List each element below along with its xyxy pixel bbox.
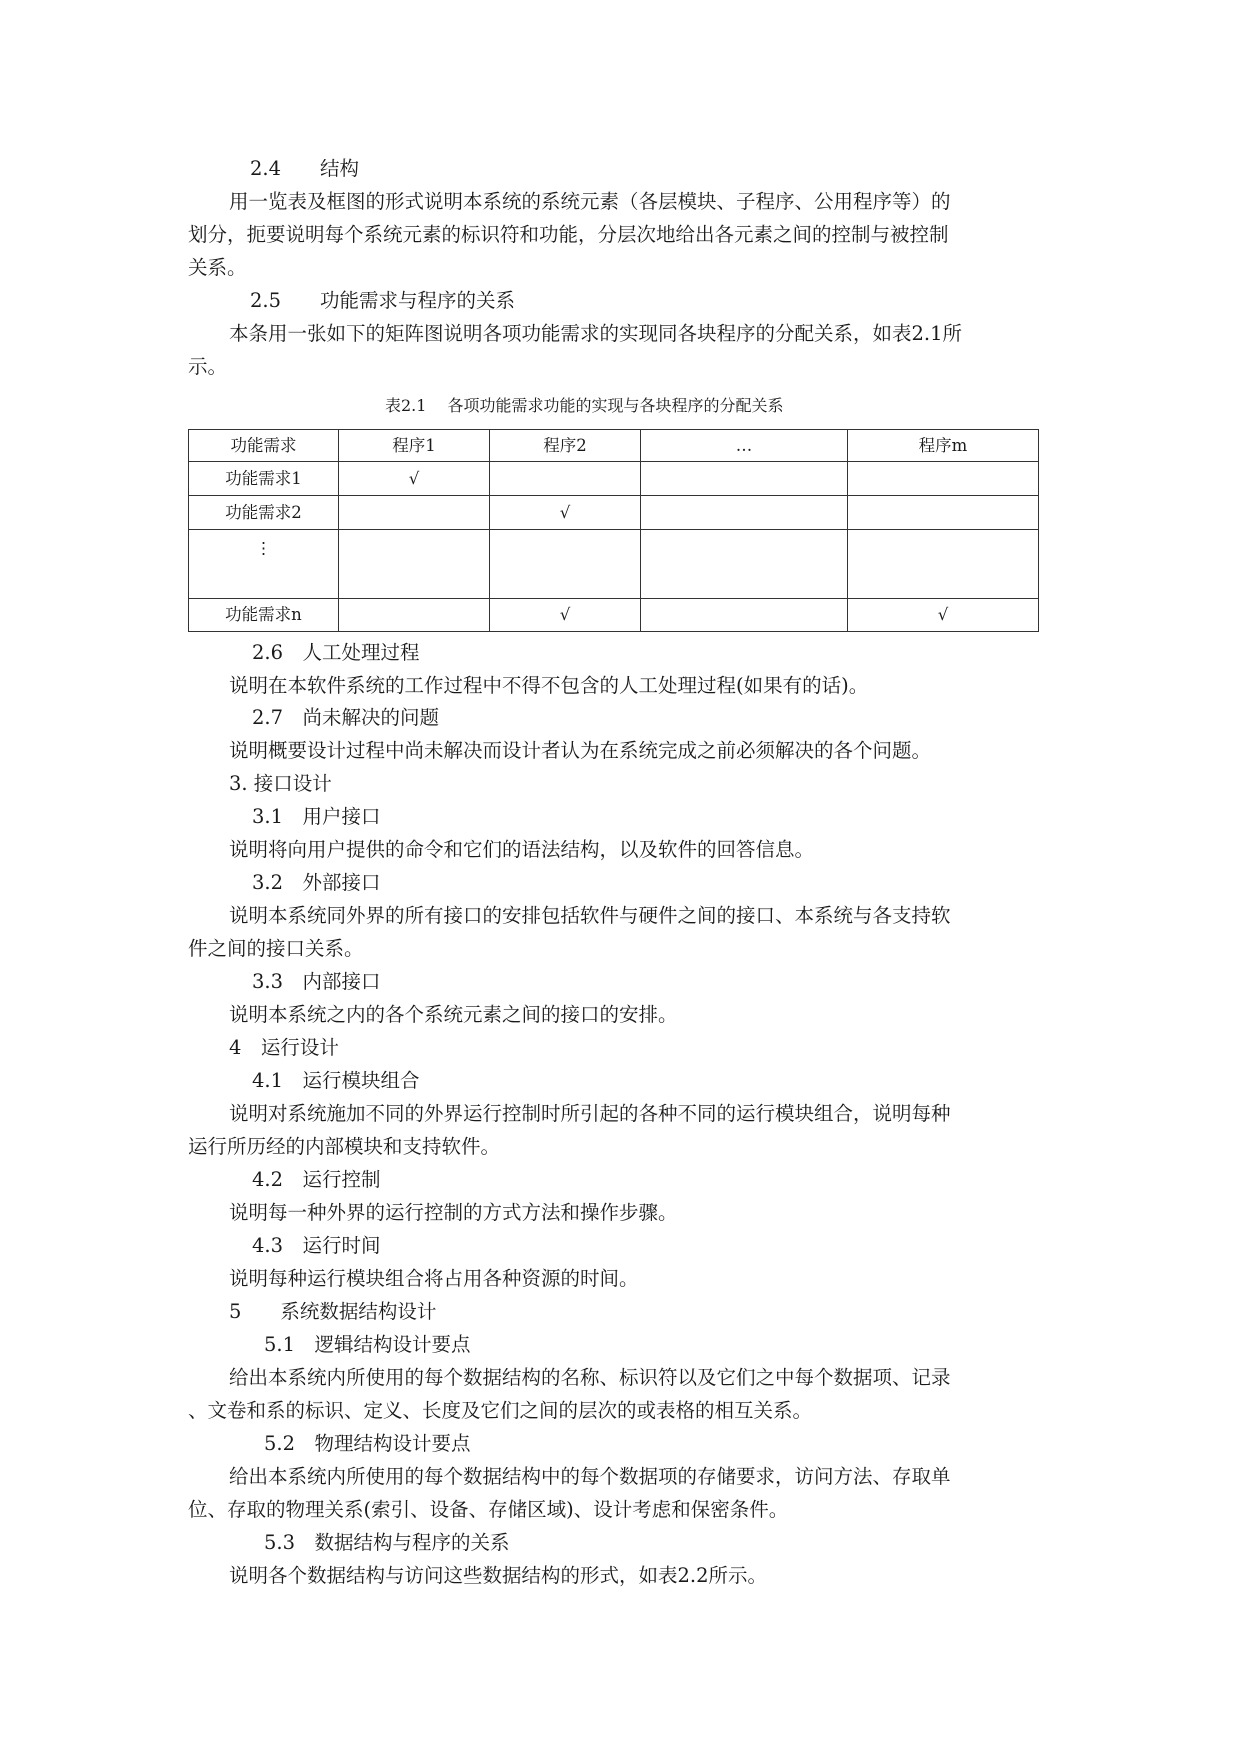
paragraph-line: 说明本系统之内的各个系统元素之间的接口的安排。 bbox=[229, 1003, 678, 1026]
paragraph-line: 、文卷和系的标识、定义、长度及它们之间的层次的或表格的相互关系。 bbox=[188, 1399, 813, 1422]
section-heading-4-2: 4.2 运行控制 bbox=[252, 1168, 381, 1191]
table-cell bbox=[490, 530, 641, 599]
table-cell: 功能需求1 bbox=[189, 462, 339, 496]
paragraph-line: 运行所历经的内部模块和支持软件。 bbox=[188, 1135, 501, 1158]
table-header-cell: 程序2 bbox=[490, 430, 641, 462]
paragraph-line: 说明本系统同外界的所有接口的安排包括软件与硬件之间的接口、本系统与各支持软 bbox=[229, 904, 951, 927]
section-heading-2-7: 2.7 尚未解决的问题 bbox=[252, 706, 440, 729]
table-row bbox=[189, 462, 1039, 496]
section-heading-5-2: 5.2 物理结构设计要点 bbox=[264, 1432, 471, 1455]
section-heading-2-4: 2.4 结构 bbox=[250, 157, 360, 180]
table-cell bbox=[490, 462, 641, 496]
table-header-cell: 程序1 bbox=[339, 430, 490, 462]
paragraph-line: 示。 bbox=[188, 355, 228, 378]
paragraph-line: 说明每一种外界的运行控制的方式方法和操作步骤。 bbox=[229, 1201, 678, 1224]
table-cell bbox=[641, 530, 848, 599]
table-cell bbox=[339, 599, 490, 632]
paragraph-line: 用一览表及框图的形式说明本系统的系统元素（各层模块、子程序、公用程序等）的 bbox=[229, 190, 951, 213]
section-heading-3-3: 3.3 内部接口 bbox=[252, 970, 381, 993]
table-header-row bbox=[189, 430, 1039, 462]
paragraph-line: 说明每种运行模块组合将占用各种资源的时间。 bbox=[229, 1267, 639, 1290]
table-header-cell: 功能需求 bbox=[189, 430, 339, 462]
paragraph-line: 件之间的接口关系。 bbox=[188, 937, 364, 960]
paragraph-line: 关系。 bbox=[188, 256, 247, 279]
paragraph-line: 给出本系统内所使用的每个数据结构中的每个数据项的存储要求，访问方法、存取单 bbox=[229, 1465, 951, 1488]
table-cell bbox=[641, 599, 848, 632]
table-row bbox=[189, 530, 1039, 599]
check-mark: √ bbox=[490, 599, 641, 632]
paragraph-line: 说明对系统施加不同的外界运行控制时所引起的各种不同的运行模块组合，说明每种 bbox=[229, 1102, 951, 1125]
table-cell bbox=[641, 496, 848, 530]
check-mark: √ bbox=[339, 462, 490, 496]
section-heading-4: 4 运行设计 bbox=[229, 1036, 339, 1059]
section-heading-3-2: 3.2 外部接口 bbox=[252, 871, 381, 894]
table-header-cell: … bbox=[641, 430, 848, 462]
table-header-cell: 程序m bbox=[848, 430, 1039, 462]
table-cell bbox=[339, 496, 490, 530]
paragraph-line: 本条用一张如下的矩阵图说明各项功能需求的实现同各块程序的分配关系，如表2.1所 bbox=[229, 322, 963, 345]
section-heading-4-1: 4.1 运行模块组合 bbox=[252, 1069, 420, 1092]
section-heading-5-1: 5.1 逻辑结构设计要点 bbox=[264, 1333, 471, 1356]
paragraph-line: 说明概要设计过程中尚未解决而设计者认为在系统完成之前必须解决的各个问题。 bbox=[229, 739, 932, 762]
table-row bbox=[189, 496, 1039, 530]
section-heading-5: 5 系统数据结构设计 bbox=[229, 1300, 437, 1323]
table-cell bbox=[848, 496, 1039, 530]
section-heading-3: 3. 接口设计 bbox=[229, 772, 332, 795]
section-heading-2-5: 2.5 功能需求与程序的关系 bbox=[250, 289, 516, 312]
table-row bbox=[189, 599, 1039, 632]
paragraph-line: 位、存取的物理关系(索引、设备、存储区域)、设计考虑和保密条件。 bbox=[188, 1498, 789, 1521]
paragraph-line: 说明各个数据结构与访问这些数据结构的形式，如表2.2所示。 bbox=[229, 1564, 768, 1587]
table-caption: 表2.1 各项功能需求功能的实现与各块程序的分配关系 bbox=[385, 396, 784, 415]
table-cell: 功能需求n bbox=[189, 599, 339, 632]
section-heading-4-3: 4.3 运行时间 bbox=[252, 1234, 381, 1257]
vertical-ellipsis-icon: ⋮ bbox=[189, 530, 339, 599]
section-heading-3-1: 3.1 用户接口 bbox=[252, 805, 381, 828]
table-cell bbox=[339, 530, 490, 599]
function-program-matrix-table bbox=[188, 429, 1039, 632]
table-cell bbox=[848, 462, 1039, 496]
table-cell: 功能需求2 bbox=[189, 496, 339, 530]
check-mark: √ bbox=[490, 496, 641, 530]
table-cell bbox=[641, 462, 848, 496]
section-heading-5-3: 5.3 数据结构与程序的关系 bbox=[264, 1531, 510, 1554]
paragraph-line: 说明在本软件系统的工作过程中不得不包含的人工处理过程(如果有的话)。 bbox=[229, 674, 869, 697]
table-cell bbox=[848, 530, 1039, 599]
section-heading-2-6: 2.6 人工处理过程 bbox=[252, 641, 420, 664]
paragraph-line: 说明将向用户提供的命令和它们的语法结构，以及软件的回答信息。 bbox=[229, 838, 815, 861]
paragraph-line: 划分，扼要说明每个系统元素的标识符和功能，分层次地给出各元素之间的控制与被控制 bbox=[188, 223, 949, 246]
paragraph-line: 给出本系统内所使用的每个数据结构的名称、标识符以及它们之中每个数据项、记录 bbox=[229, 1366, 951, 1389]
check-mark: √ bbox=[848, 599, 1039, 632]
